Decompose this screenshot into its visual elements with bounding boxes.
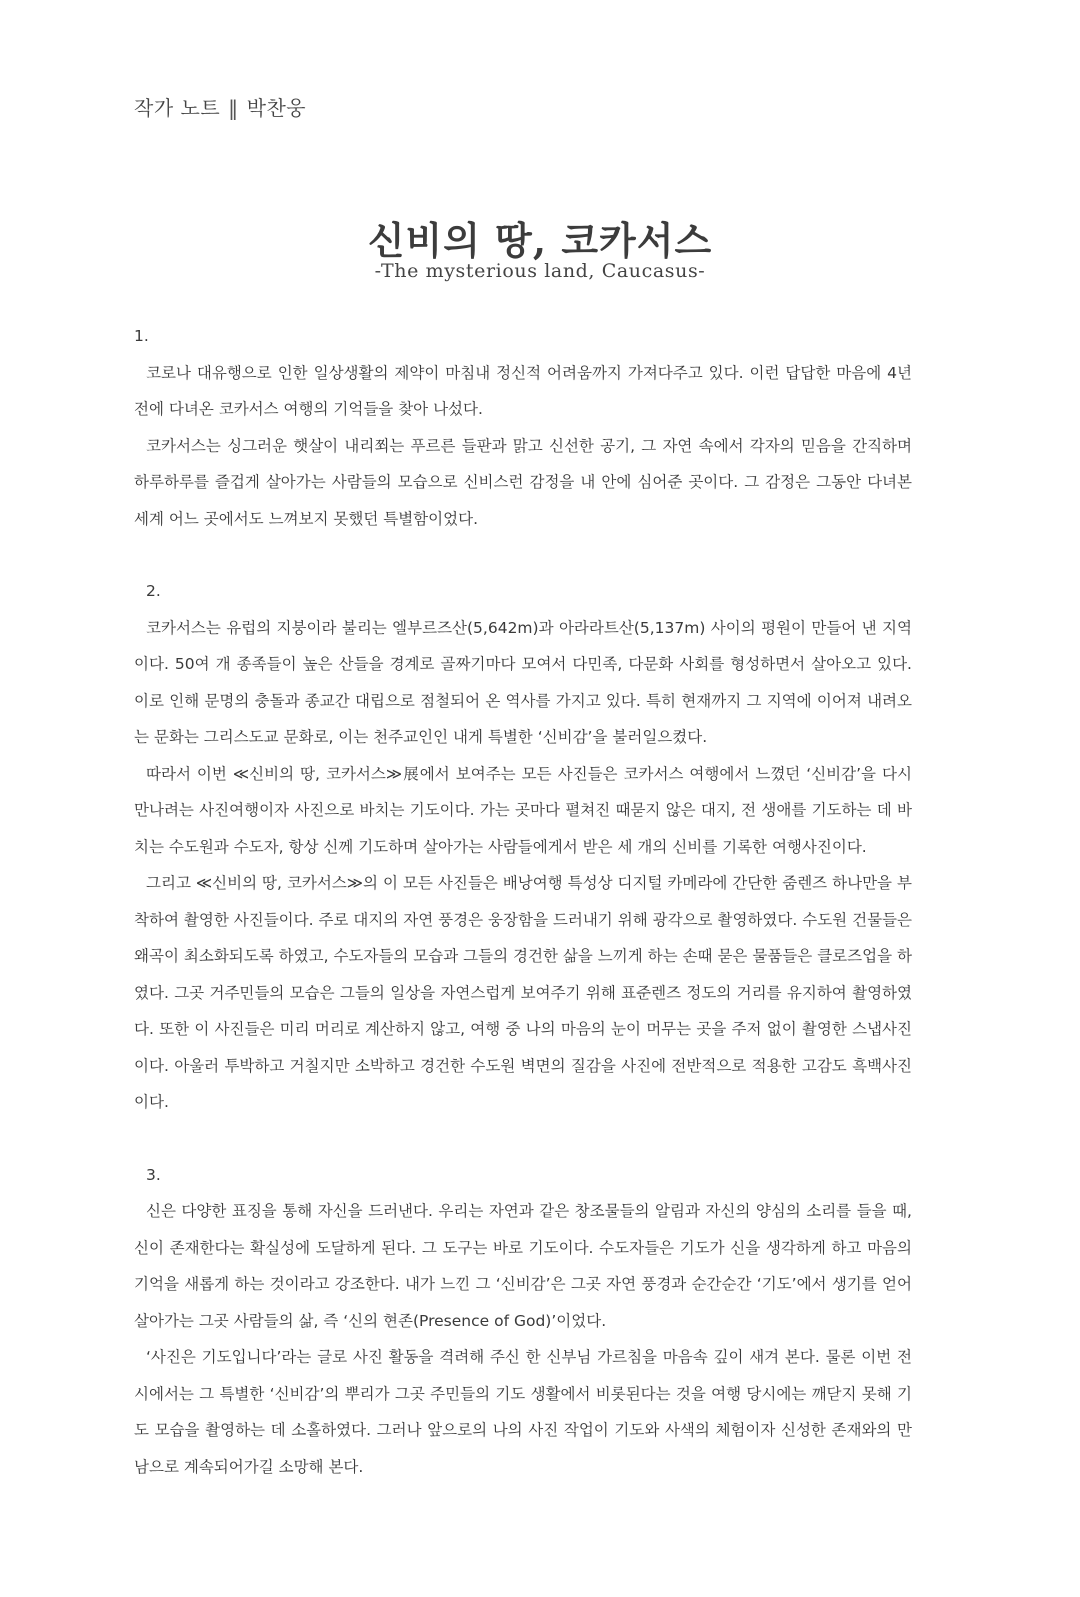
section-2 (134, 573, 912, 1121)
section-number: 3. (146, 1165, 161, 1184)
section-number: 1. (134, 327, 149, 345)
paragraph: 코카서스는 싱그러운 햇살이 내리쬐는 푸르른 들판과 맑고 신선한 공기, 그 자연 속에서 각자의 믿음을 간직하며 하루하루를 즐겁게 살아가는 사람들의 모습으로 신비스런 감정을 내 안에 심어준 곳이다. 그 감정은 그동안 다녀본 세계 어느 곳에서도 느껴보지 못했던 특별함이었다. (134, 436, 912, 528)
paragraph: 그리고 ≪신비의 땅, 코카서스≫의 이 모든 사진들은 배낭여행 특성상 디지털 카메라에 간단한 줌렌즈 하나만을 부착하여 촬영한 사진들이다. 주로 대지의 자연 풍경은 웅장함을 드러내기 위해 광각으로 촬영하였다. 수도원 건물들은 왜곡이 최소화되도록 하였고, 수도자들의 모습과 그들의 경건한 삶을 느끼게 하는 손때 묻은 물품들은 클로즈업을 하였다. 그곳 거주민들의 모습은 그들의 일상을 자연스럽게 보여주기 위해 표준렌즈 정도의 거리를 유지하여 촬영하였다. 또한 이 사진들은 미리 머리로 계산하지 않고, 여행 중 나의 마음의 눈이 머무는 곳을 주저 없이 촬영한 스냅사진이다. 아울러 투박하고 거칠지만 소박하고 경건한 수도원 벽면의 질감을 사진에 전반적으로 적용한 고감도 흑백사진이다. (134, 874, 912, 1111)
paragraph: 코로나 대유행으로 인한 일상생활의 제약이 마침내 정신적 어려움까지 가져다주고 있다. 이런 답답한 마음에 4년 전에 다녀온 코카서스 여행의 기억들을 찾아 나섰다. (134, 363, 912, 418)
section-spacer (134, 537, 912, 573)
paragraph: 따라서 이번 ≪신비의 땅, 코카서스≫展에서 보여주는 모든 사진들은 코카서스 여행에서 느꼈던 ‘신비감’을 다시 만나려는 사진여행이자 사진으로 바치는 기도이다. 가는 곳마다 펼쳐진 때묻지 않은 대지, 전 생애를 기도하는 데 바치는 수도원과 수도자, 항상 신께 기도하며 살아가는 사람들에게서 받은 세 개의 신비를 기록한 여행사진이다. (134, 764, 912, 856)
section-number: 2. (146, 582, 161, 600)
page-header (134, 92, 306, 121)
paragraph: 코카서스는 유럽의 지붕이라 불리는 엘부르즈산(5,642m)과 아라라트산(5,137m) 사이의 평원이 만들어 낸 지역이다. 50여 개 종족들이 높은 산들을 경계로 골짜기마다 모여서 다민족, 다문화 사회를 형성하면서 살아오고 있다. 이로 인해 문명의 충돌과 종교간 대립으로 점철되어 온 역사를 가지고 있다. 특히 현재까지 그 지역에 이어져 내려오는 문화는 그리스도교 문화로, 이는 천주교인인 내게 특별한 ‘신비감’을 불러일으켰다. (134, 618, 912, 746)
header-separator: ‖ (228, 96, 239, 120)
document-subtitle: -The mysterious land, Caucasus- (374, 260, 706, 282)
document-title: 신비의 땅, 코카서스 (367, 218, 713, 263)
header-author: 박찬웅 (246, 96, 307, 120)
section-3 (134, 1157, 912, 1486)
section-spacer (134, 1121, 912, 1157)
paragraph: ‘사진은 기도입니다’라는 글로 사진 활동을 격려해 주신 한 신부님 가르침을 마음속 깊이 새겨 본다. 물론 이번 전시에서는 그 특별한 ‘신비감’의 뿌리가 그곳 주민들의 기도 생활에서 비롯된다는 것을 여행 당시에는 깨닫지 못해 기도 모습을 촬영하는 데 소홀하였다. 그러나 앞으로의 나의 사진 작업이 기도와 사색의 체험이자 신성한 존재와의 만남으로 계속되어가길 소망해 본다. (134, 1348, 912, 1476)
section-1 (134, 318, 912, 537)
document-body (134, 318, 912, 1485)
header-category: 작가 노트 (134, 96, 221, 120)
paragraph: 신은 다양한 표징을 통해 자신을 드러낸다. 우리는 자연과 같은 창조물들의 알림과 자신의 양심의 소리를 들을 때, 신이 존재한다는 확실성에 도달하게 된다. 그 도구는 바로 기도이다. 수도자들은 기도가 신을 생각하게 하고 마음의 기억을 새롭게 하는 것이라고 강조한다. 내가 느낀 그 ‘신비감’은 그곳 자연 풍경과 순간순간 ‘기도’에서 생기를 얻어 살아가는 그곳 사람들의 삶, 즉 ‘신의 현존(Presence of God)’이었다. (134, 1202, 912, 1330)
